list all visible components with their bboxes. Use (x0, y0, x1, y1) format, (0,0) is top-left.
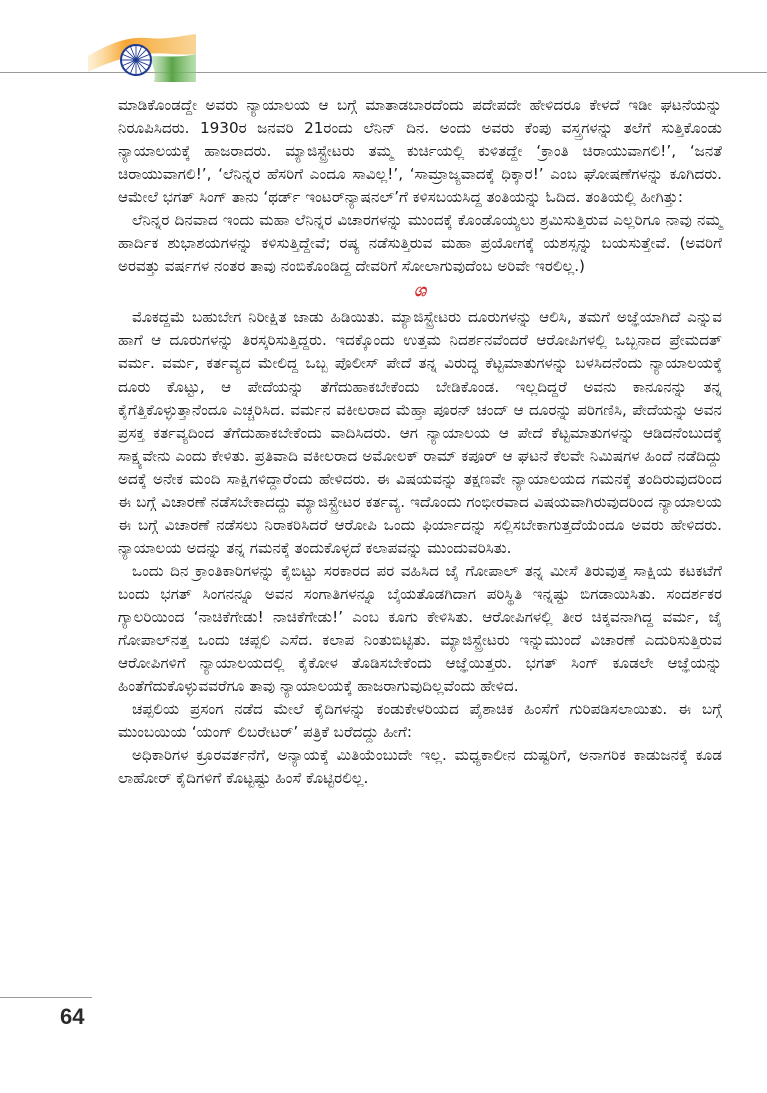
paragraph: ಮಾಡಿಕೊಂಡದ್ದೇ ಅವರು ನ್ಯಾಯಾಲಯ ಆ ಬಗ್ಗೆ ಮಾತಾಡಬಾರದೆಂದು ಪದೇಪದೇ ಹೇಳಿದರೂ ಕೇಳದೆ ಇಡೀ ಘಟನೆಯನ್ನು ನಿರೂಪಿಸಿದರು. 1930ರ ಜನವರಿ 21ರಂದು ಲೆನಿನ್ ದಿನ. ಅಂದು ಅವರು ಕೆಂಪು ವಸ್ತ್ರಗಳನ್ನು ತಲೆಗೆ ಸುತ್ತಿಕೊಂಡು ನ್ಯಾಯಾಲಯಕ್ಕೆ ಹಾಜರಾದರು. ಮ್ಯಾಜಿಸ್ಟ್ರೇಟರು ತಮ್ಮ ಕುರ್ಚಿಯಲ್ಲಿ ಕುಳಿತದ್ದೇ ‘ಕ್ರಾಂತಿ ಚಿರಾಯುವಾಗಲಿ!’, ‘ಜನತೆ ಚಿರಾಯುವಾಗಲಿ!’, ‘ಲೆನಿನ್ನರ ಹೆಸರಿಗೆ ಎಂದೂ ಸಾವಿಲ್ಲ!’, ‘ಸಾಮ್ರಾಜ್ಯವಾದಕ್ಕೆ ಧಿಕ್ಕಾರ!’ ಎಂಬ ಘೋಷಣೆಗಳನ್ನು ಕೂಗಿದರು. ಆಮೇಲೆ ಭಗತ್ ಸಿಂಗ್ ತಾನು ‘ಥರ್ಡ್ ಇಂಟರ್‌ನ್ಯಾಷನಲ್’ಗೆ ಕಳಿಸಬಯಸಿದ್ದ ತಂತಿಯನ್ನು ಓದಿದ. ತಂತಿಯಲ್ಲಿ ಹೀಗಿತ್ತು: (118, 96, 722, 207)
paragraph: ಮೊಕದ್ದಮೆ ಬಹುಬೇಗ ನಿರೀಕ್ಷಿತ ಜಾಡು ಹಿಡಿಯಿತು. ಮ್ಯಾಜಿಸ್ಟ್ರೇಟರು ದೂರುಗಳನ್ನು ಆಲಿಸಿ, ತಮಗೆ ಅಜ್ಞೆಯಾಗಿದೆ ಎನ್ನುವ ಹಾಗೆ ಆ ದೂರುಗಳನ್ನು ತಿರಸ್ಕರಿಸುತ್ತಿದ್ದರು. ಇದಕ್ಕೊಂದು ಉತ್ತಮ ನಿದರ್ಶನವೆಂದರೆ ಆರೋಪಿಗಳಲ್ಲಿ ಒಬ್ಬನಾದ ಪ್ರೇಮದತ್ ವರ್ಮ. ವರ್ಮ, ಕರ್ತವ್ಯದ ಮೇಲಿದ್ದ ಒಬ್ಬ ಪೊಲೀಸ್ ಪೇದೆ ತನ್ನ ವಿರುದ್ಧ ಕೆಟ್ಟಮಾತುಗಳನ್ನು ಬಳಸಿದನೆಂದು ನ್ಯಾಯಾಲಯಕ್ಕೆ ದೂರು ಕೊಟ್ಟು, ಆ ಪೇದೆಯನ್ನು ತೆಗೆದುಹಾಕಬೇಕೆಂದು ಬೇಡಿಕೊಂಡ. ಇಲ್ಲದಿದ್ದರೆ ಅವನು ಕಾನೂನನ್ನು ತನ್ನ ಕೈಗೆತ್ತಿಕೊಳ್ಳುತ್ತಾನೆಂದೂ ಎಚ್ಚರಿಸಿದ. ವರ್ಮನ ವಕೀಲರಾದ ಮೆಹ್ತಾ ಪೂರನ್ ಚಂದ್ ಆ ದೂರನ್ನು ಪರಿಗಣಿಸಿ, ಪೇದೆಯನ್ನು ಅವನ ಪ್ರಸಕ್ತ ಕರ್ತವ್ಯದಿಂದ ತೆಗೆದುಹಾಕಬೇಕೆಂದು ವಾದಿಸಿದರು. ಆಗ ನ್ಯಾಯಾಲಯ ಆ ಪೇದೆ ಕೆಟ್ಟಮಾತುಗಳನ್ನು ಆಡಿದನೆಂಬುದಕ್ಕೆ ಸಾಕ್ಷ್ಯವೇನು ಎಂದು ಕೇಳಿತು. ಪ್ರತಿವಾದಿ ವಕೀಲರಾದ ಅಮೋಲಕ್ ರಾಮ್ ಕಪೂರ್ ಆ ಘಟನೆ ಕೆಲವೇ ನಿಮಿಷಗಳ ಹಿಂದೆ ನಡೆದಿದ್ದು ಅದಕ್ಕೆ ಅನೇಕ ಮಂದಿ ಸಾಕ್ಷಿಗಳಿದ್ದಾರೆಂದು ಹೇಳಿದರು. ಈ ವಿಷಯವನ್ನು ತಕ್ಷಣವೇ ನ್ಯಾಯಾಲಯದ ಗಮನಕ್ಕೆ ತಂದಿರುವುದರಿಂದ ಈ ಬಗ್ಗೆ ವಿಚಾರಣೆ ನಡೆಸಬೇಕಾದದ್ದು ಮ್ಯಾಜಿಸ್ಟ್ರೇಟರ ಕರ್ತವ್ಯ. ಇದೊಂದು ಗಂಭೀರವಾದ ವಿಷಯವಾಗಿರುವುದರಿಂದ ನ್ಯಾಯಾಲಯ ಈ ಬಗ್ಗೆ ವಿಚಾರಣೆ ನಡೆಸಲು ನಿರಾಕರಿಸಿದರೆ ಆರೋಪಿ ಒಂದು ಫಿರ್ಯಾದನ್ನು ಸಲ್ಲಿಸಬೇಕಾಗುತ್ತದೆಯೆಂದೂ ಅವರು ಹೇಳಿದರು. ನ್ಯಾಯಾಲಯ ಅದನ್ನು ತನ್ನ ಗಮನಕ್ಕೆ ತಂದುಕೊಳ್ಳದೆ ಕಲಾಪವನ್ನು ಮುಂದುವರಿಸಿತು. (118, 308, 722, 557)
paragraph: ಅಧಿಕಾರಿಗಳ ಕ್ರೂರವರ್ತನೆಗೆ, ಅನ್ಯಾಯಕ್ಕೆ ಮಿತಿಯೆಂಬುದೇ ಇಲ್ಲ. ಮಧ್ಯಕಾಲೀನ ದುಷ್ಟರಿಗೆ, ಅನಾಗರಿಕ ಕಾಡುಜನಕ್ಕೆ ಕೂಡ ಲಾಹೋರ್ ಕೈದಿಗಳಿಗೆ ಕೊಟ್ಟಷ್ಟು ಹಿಂಸೆ ಕೊಟ್ಟಿರಲಿಲ್ಲ. (118, 746, 722, 788)
paragraph: ಚಪ್ಪಲಿಯ ಪ್ರಸಂಗ ನಡೆದ ಮೇಲೆ ಕೈದಿಗಳನ್ನು ಕಂಡುಕೇಳರಿಯದ ಪೈಶಾಚಿಕ ಹಿಂಸೆಗೆ ಗುರಿಪಡಿಸಲಾಯಿತು. ಈ ಬಗ್ಗೆ ಮುಂಬಯಿಯ ‘ಯಂಗ್ ಲಿಬರೇಟರ್’ ಪತ್ರಿಕೆ ಬರೆದದ್ದು ಹೀಗೆ: (118, 700, 722, 742)
indian-flag-ashoka-chakra-icon (88, 34, 196, 82)
paragraph: ಲೆನಿನ್ನರ ದಿನವಾದ ಇಂದು ಮಹಾ ಲೆನಿನ್ನರ ವಿಚಾರಗಳನ್ನು ಮುಂದಕ್ಕೆ ಕೊಂಡೊಯ್ಯಲು ಶ್ರಮಿಸುತ್ತಿರುವ ಎಲ್ಲರಿಗೂ ನಾವು ನಮ್ಮ ಹಾರ್ದಿಕ ಶುಭಾಶಯಗಳನ್ನು ಕಳಿಸುತ್ತಿದ್ದೇವೆ; ರಷ್ಯ ನಡೆಸುತ್ತಿರುವ ಮಹಾ ಪ್ರಯೋಗಕ್ಕೆ ಯಶಸ್ಸನ್ನು ಬಯಸುತ್ತೇವೆ. (ಅವರಿಗೆ ಅರವತ್ತು ವರ್ಷಗಳ ನಂತರ ತಾವು ನಂಬಿಕೊಂಡಿದ್ದ ದೇವರಿಗೆ ಸೋಲಾಗುವುದೆಂಬ ಅರಿವೇ ಇರಲಿಲ್ಲ.) (118, 211, 722, 276)
body-text (118, 94, 722, 790)
footer-rule (0, 997, 92, 998)
section-ornament: ශ (413, 281, 427, 302)
paragraph: ಒಂದು ದಿನ ಕ್ರಾಂತಿಕಾರಿಗಳನ್ನು ಕೈಬಿಟ್ಟು ಸರಕಾರದ ಪರ ವಹಿಸಿದ ಜೈ ಗೋಪಾಲ್ ತನ್ನ ಮೀಸೆ ತಿರುವುತ್ತ ಸಾಕ್ಷಿಯ ಕಟಕಟೆಗೆ ಬಂದು ಭಗತ್ ಸಿಂಗನನ್ನೂ ಅವನ ಸಂಗಾತಿಗಳನ್ನೂ ಬೈಯತೊಡಗಿದಾಗ ಪರಿಸ್ಥಿತಿ ಇನ್ನಷ್ಟು ಬಿಗಡಾಯಿಸಿತು. ಸಂದರ್ಶಕರ ಗ್ಯಾಲರಿಯಿಂದ ‘ನಾಚಿಕೆಗೇಡು! ನಾಚಿಕೆಗೇಡು!’ ಎಂಬ ಕೂಗು ಕೇಳಿಸಿತು. ಆರೋಪಿಗಳಲ್ಲಿ ತೀರ ಚಿಕ್ಕವನಾಗಿದ್ದ ವರ್ಮ, ಜೈ ಗೋಪಾಲ್‌ನತ್ತ ಒಂದು ಚಪ್ಪಲಿ ಎಸೆದ. ಕಲಾಪ ನಿಂತುಬಿಟ್ಟಿತು. ಮ್ಯಾಜಿಸ್ಟ್ರೇಟರು ಇನ್ನುಮುಂದೆ ವಿಚಾರಣೆ ಎದುರಿಸುತ್ತಿರುವ ಆರೋಪಿಗಳಿಗೆ ನ್ಯಾಯಾಲಯದಲ್ಲಿ ಕೈಕೋಳ ತೊಡಿಸಬೇಕೆಂದು ಆಜ್ಞೆಯಿತ್ತರು. ಭಗತ್ ಸಿಂಗ್ ಕೂಡಲೇ ಆಜ್ಞೆಯನ್ನು ಹಿಂತೆಗೆದುಕೊಳ್ಳುವವರೆಗೂ ತಾವು ನ್ಯಾಯಾಲಯಕ್ಕೆ ಹಾಜರಾಗುವುದಿಲ್ಲವೆಂದು ಹೇಳಿದ. (118, 561, 722, 696)
page-number: 64 (60, 1004, 85, 1029)
